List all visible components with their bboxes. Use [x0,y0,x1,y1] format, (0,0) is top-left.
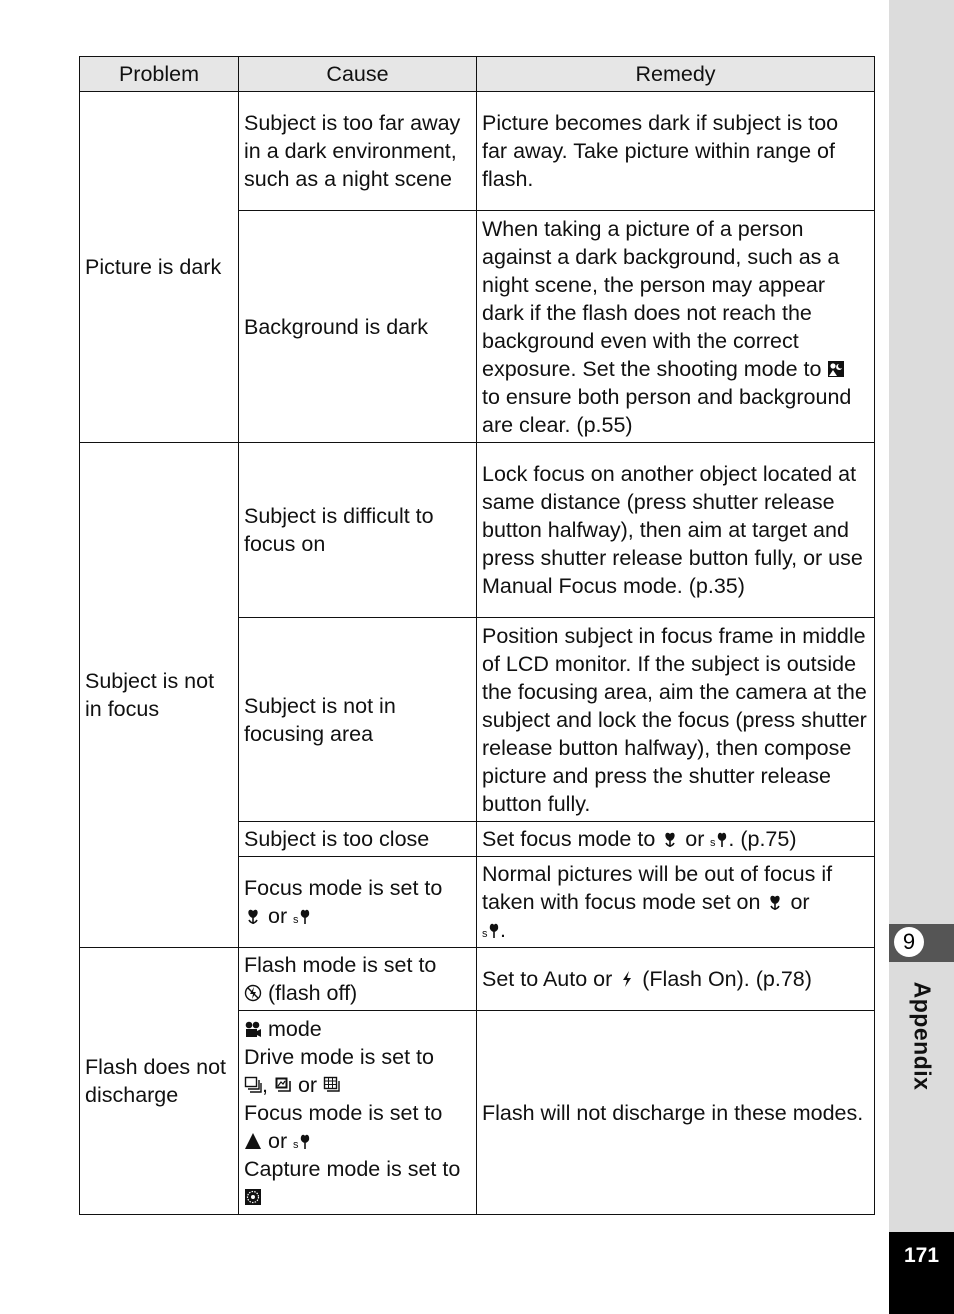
header-remedy: Remedy [477,57,875,92]
header-problem: Problem [80,57,239,92]
remedy-cell: Flash will not discharge in these modes. [477,1011,875,1215]
cause-cell: Subject is difficult to focus on [239,443,477,618]
remedy-text: Set to Auto or [482,967,613,991]
troubleshooting-table [79,56,875,1215]
page-number-box [889,1232,954,1314]
remedy-cell [477,857,875,948]
movie-icon [244,1020,262,1038]
flash-off-icon [244,984,262,1002]
digital-filter-icon [244,1188,262,1206]
super-macro-icon [293,907,311,925]
remedy-cell [477,822,875,857]
cause-text: or [267,904,288,928]
chapter-tab[interactable] [889,924,954,962]
cause-text: (flash off) [267,981,358,1005]
remedy-text: to ensure both person and background are clear. (p.55) [482,384,852,437]
svg-text:s: s [482,928,488,939]
remedy-text: . [500,918,506,942]
remedy-cell [477,948,875,1011]
problem-cell: Flash does not discharge [80,948,239,1215]
chapter-sidebar [889,0,954,1314]
remedy-text: When taking a picture of a person against a dark background, such as a night scene, the person may appear dark if the flash does not reach the background even with the correct exposure. Set the shooting mode to [482,216,840,381]
cause-text: mode [267,1016,322,1041]
macro-icon [244,907,262,925]
night-scene-portrait-icon [827,360,845,378]
svg-text:s: s [293,914,299,925]
cause-cell: Subject is too close [239,822,477,857]
cause-text: or [267,1128,288,1153]
super-macro-icon [710,830,728,848]
cause-text: Capture mode is set to [244,1156,461,1181]
cause-text: Focus mode is set to [244,1100,443,1125]
macro-icon [766,893,784,911]
remedy-text: Set focus mode to [482,827,656,851]
continuous-shooting-icon [244,1076,262,1094]
header-cause: Cause [239,57,477,92]
problem-cell: Subject is not in focus [80,443,239,948]
remedy-cell: Lock focus on another object located at same distance (press shutter release button halfway), then aim at target and press shutter release button fully, or use Manual Focus mode. (p.35) [477,443,875,618]
remedy-cell: Picture becomes dark if subject is too far away. Take picture within range of flash. [477,92,875,211]
remedy-cell [477,211,875,443]
cause-text: Drive mode is set to [244,1044,434,1069]
flash-on-icon [618,970,636,988]
remedy-text: . (p.75) [728,827,797,851]
remedy-text: or [790,890,810,914]
cause-cell: mode Drive mode is set to , or Focus mode is set to or s Capture mode is set to [239,1011,477,1215]
remedy-text: (Flash On). (p.78) [642,967,812,991]
chapter-number: 9 [894,927,924,957]
svg-text:s: s [710,837,716,848]
cause-text: Focus mode is set to [244,876,443,900]
cause-text: Flash mode is set to [244,953,437,977]
infinity-landscape-icon [244,1132,262,1150]
super-macro-icon [482,921,500,939]
page-number: 171 [903,1244,940,1267]
chapter-title: Appendix [909,981,936,1091]
cause-cell: Subject is too far away in a dark environment, such as a night scene [239,92,477,211]
svg-text:s: s [293,1138,299,1150]
cause-cell: Subject is not in focusing area [239,618,477,822]
cause-cell [239,948,477,1011]
remedy-text: Normal pictures will be out of focus if taken with focus mode set on [482,862,833,914]
cause-cell [239,857,477,948]
macro-icon [661,830,679,848]
problem-cell: Picture is dark [80,92,239,443]
remedy-text: or [685,827,705,851]
auto-bracket-icon [274,1076,292,1094]
multi-cont-shooting-icon [323,1076,341,1094]
cause-text: or [297,1072,318,1097]
cause-cell: Background is dark [239,211,477,443]
super-macro-icon [293,1132,311,1150]
remedy-cell: Position subject in focus frame in middle of LCD monitor. If the subject is outside the focusing area, aim the camera at the subject and lock the focus (press shutter release button halfway), then compose picture and press the shutter release button fully. [477,618,875,822]
